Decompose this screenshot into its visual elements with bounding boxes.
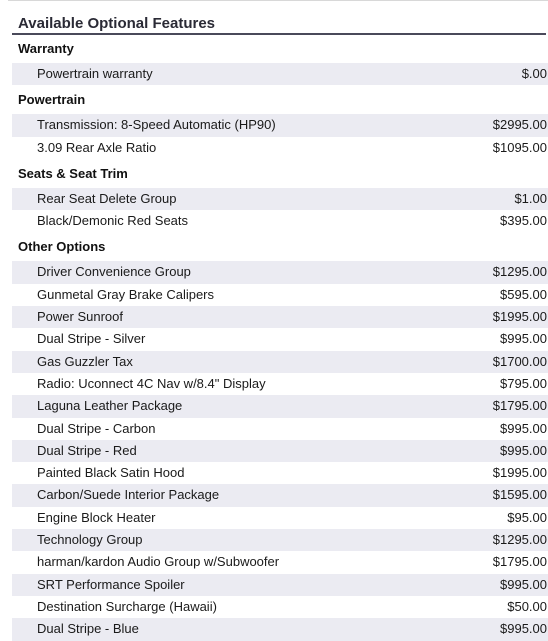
option-row bbox=[12, 261, 548, 283]
options-list bbox=[0, 34, 548, 641]
option-description: Dual Stripe - Red bbox=[37, 442, 137, 458]
top-divider bbox=[8, 0, 548, 1]
option-row bbox=[12, 618, 548, 640]
option-description: Gas Guzzler Tax bbox=[37, 353, 133, 369]
option-description: Laguna Leather Package bbox=[37, 398, 183, 414]
option-price: $1795.00 bbox=[492, 554, 547, 570]
option-description: Transmission: 8-Speed Automatic (HP90) bbox=[37, 117, 276, 133]
option-price: $995.00 bbox=[500, 576, 547, 592]
option-description: Radio: Uconnect 4C Nav w/8.4" Display bbox=[37, 375, 266, 391]
option-description: Painted Black Satin Hood bbox=[37, 465, 185, 481]
option-row bbox=[12, 351, 548, 373]
option-row bbox=[12, 284, 548, 306]
option-row bbox=[12, 440, 548, 462]
option-description: Carbon/Suede Interior Package bbox=[37, 487, 220, 503]
option-price: $1295.00 bbox=[492, 264, 547, 280]
option-row bbox=[12, 306, 548, 328]
option-description: Powertrain warranty bbox=[37, 66, 153, 81]
option-price: $1295.00 bbox=[492, 532, 547, 548]
option-price: $1795.00 bbox=[492, 398, 547, 414]
option-price: $1595.00 bbox=[492, 487, 547, 503]
option-description: Power Sunroof bbox=[37, 309, 123, 325]
option-price: $50.00 bbox=[507, 598, 547, 614]
option-description: 3.09 Rear Axle Ratio bbox=[37, 139, 157, 155]
section-header: Warranty bbox=[18, 41, 74, 56]
option-row bbox=[12, 373, 548, 395]
option-price: $1095.00 bbox=[492, 139, 547, 155]
option-row bbox=[12, 63, 548, 85]
option-price: $1995.00 bbox=[492, 309, 547, 325]
section-header: Other Options bbox=[18, 239, 106, 255]
option-row bbox=[12, 507, 548, 529]
option-row bbox=[12, 462, 548, 484]
option-row bbox=[12, 114, 548, 136]
option-description: Rear Seat Delete Group bbox=[37, 190, 177, 206]
option-description: Driver Convenience Group bbox=[37, 264, 191, 280]
section-header: Seats & Seat Trim bbox=[18, 165, 128, 181]
option-price: $1700.00 bbox=[492, 353, 547, 369]
option-price: $.00 bbox=[521, 66, 547, 81]
option-description: SRT Performance Spoiler bbox=[37, 576, 185, 592]
option-row bbox=[12, 137, 548, 159]
option-price: $2995.00 bbox=[492, 117, 547, 133]
option-row bbox=[12, 574, 548, 596]
option-row bbox=[12, 395, 548, 417]
option-price: $595.00 bbox=[500, 286, 547, 302]
option-price: $995.00 bbox=[500, 621, 547, 637]
option-price: $1.00 bbox=[514, 190, 547, 206]
option-row bbox=[12, 188, 548, 210]
option-description: Gunmetal Gray Brake Calipers bbox=[37, 286, 215, 302]
section-header: Powertrain bbox=[18, 92, 86, 108]
option-row bbox=[12, 210, 548, 232]
page-title: Available Optional Features bbox=[18, 15, 215, 32]
option-price: $395.00 bbox=[500, 213, 547, 229]
option-row bbox=[12, 418, 548, 440]
option-description: Dual Stripe - Carbon bbox=[37, 420, 156, 436]
option-row bbox=[12, 328, 548, 350]
option-price: $995.00 bbox=[500, 442, 547, 458]
option-description: Dual Stripe - Blue bbox=[37, 621, 139, 637]
option-price: $1995.00 bbox=[492, 465, 547, 481]
option-description: Destination Surcharge (Hawaii) bbox=[37, 598, 217, 614]
option-row bbox=[12, 484, 548, 506]
option-row bbox=[12, 551, 548, 573]
option-price: $995.00 bbox=[500, 420, 547, 436]
option-row bbox=[12, 529, 548, 551]
option-price: $95.00 bbox=[507, 509, 547, 525]
option-description: Black/Demonic Red Seats bbox=[37, 213, 189, 229]
option-description: Dual Stripe - Silver bbox=[37, 331, 146, 347]
option-price: $795.00 bbox=[500, 375, 547, 391]
option-description: Technology Group bbox=[37, 532, 143, 548]
option-description: Engine Block Heater bbox=[37, 509, 156, 525]
option-description: harman/kardon Audio Group w/Subwoofer bbox=[37, 554, 280, 570]
option-row bbox=[12, 596, 548, 618]
option-price: $995.00 bbox=[500, 331, 547, 347]
